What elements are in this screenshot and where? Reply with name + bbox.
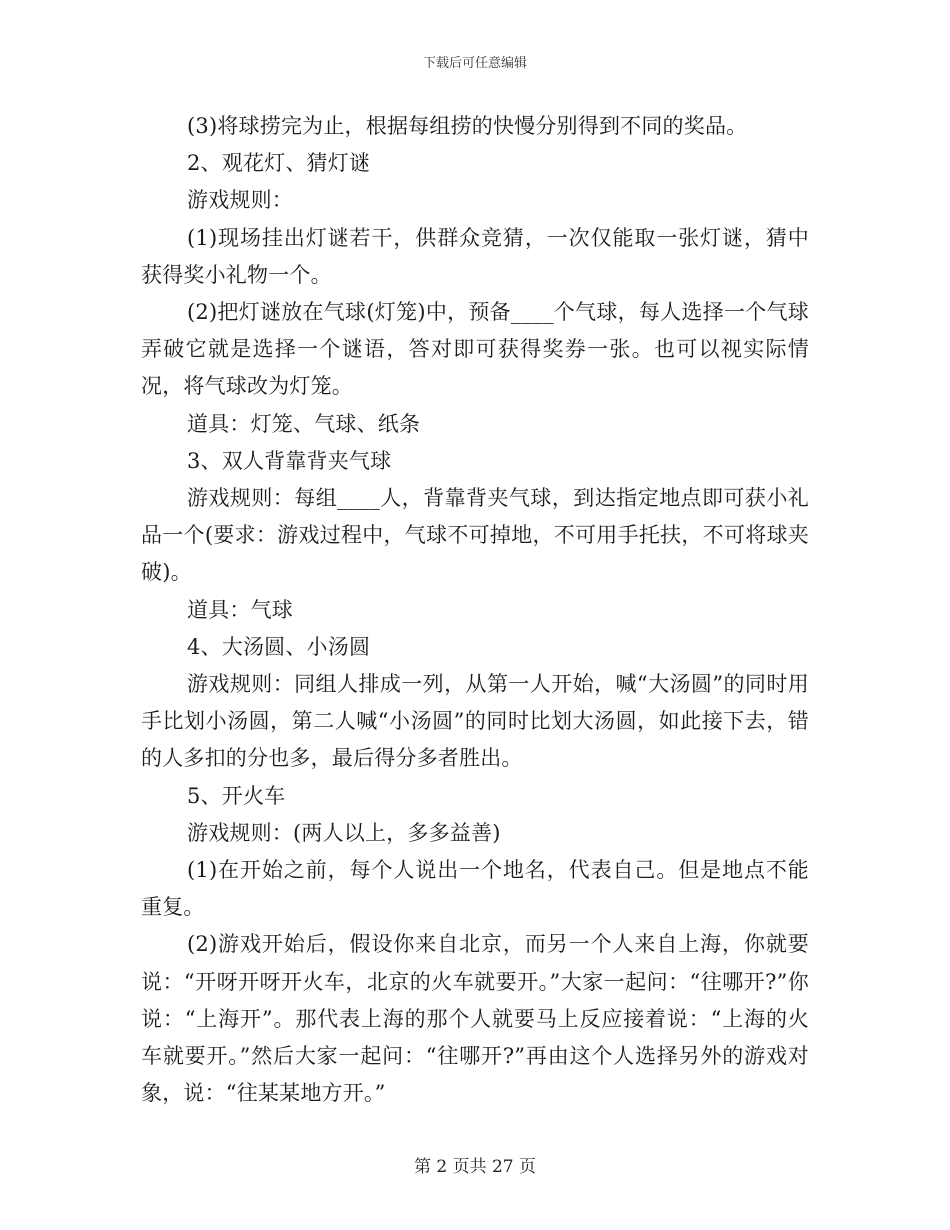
paragraph-tangyuan-rules: 游戏规则：同组人排成一列，从第一人开始，喊“大汤圆”的同时用手比划小汤圆，第二人喊“小汤圆”的同时比划大汤圆，如此接下去，错的人多扣的分也多，最后得分多者胜出。 (141, 672, 809, 771)
page-footer: 第 2 页共 27 页 (413, 1157, 537, 1177)
paragraph-step-3: (3)将球捞完为止，根据每组捞的快慢分别得到不同的奖品。 (187, 114, 748, 138)
paragraph-rule-2: (2)把灯谜放在气球(灯笼)中，预备____个气球，每人选择一个气球弄破它就是选择一个谜语，答对即可获得奖券一张。也可以视实际情况，将气球改为灯笼。 (141, 300, 809, 399)
section-heading-tangyuan: 4、大汤圆、小汤圆 (187, 634, 371, 659)
paragraph-train-step-1: (1)在开始之前，每个人说出一个地名，代表自己。但是地点不能重复。 (141, 858, 809, 920)
paragraph-train-rules: 游戏规则：(两人以上，多多益善) (187, 820, 501, 845)
props-lanterns: 道具：灯笼、气球、纸条 (187, 411, 421, 436)
document-body (141, 108, 809, 1112)
page-header: 下载后可任意编辑 (422, 56, 527, 71)
paragraph-rule-1: (1)现场挂出灯谜若干，供群众竞猜，一次仅能取一张灯谜，猜中获得奖小礼物一个。 (141, 225, 809, 287)
props-balloon: 道具：气球 (187, 597, 293, 622)
paragraph-train-step-2: (2)游戏开始后，假设你来自北京，而另一个人来自上海，你就要说：“开呀开呀开火车，北京的火车就要开。”大家一起问：“往哪开?”你说：“上海开”。那代表上海的那个人就要马上反应接着说：“上海的火车就要开。”然后大家一起问：“往哪开?”再由这个人选择另外的游戏对象，说：“往某某地方开。” (141, 932, 809, 1106)
rules-label: 游戏规则： (187, 188, 293, 213)
section-heading-train: 5、开火车 (187, 783, 286, 808)
section-heading-lanterns: 2、观花灯、猜灯谜 (187, 151, 371, 176)
paragraph-balloon-rules: 游戏规则：每组____人，背靠背夹气球，到达指定地点即可获小礼品一个(要求：游戏过程中，气球不可掉地，不可用手托扶，不可将球夹破)。 (141, 486, 809, 585)
section-heading-balloon: 3、双人背靠背夹气球 (187, 448, 392, 473)
